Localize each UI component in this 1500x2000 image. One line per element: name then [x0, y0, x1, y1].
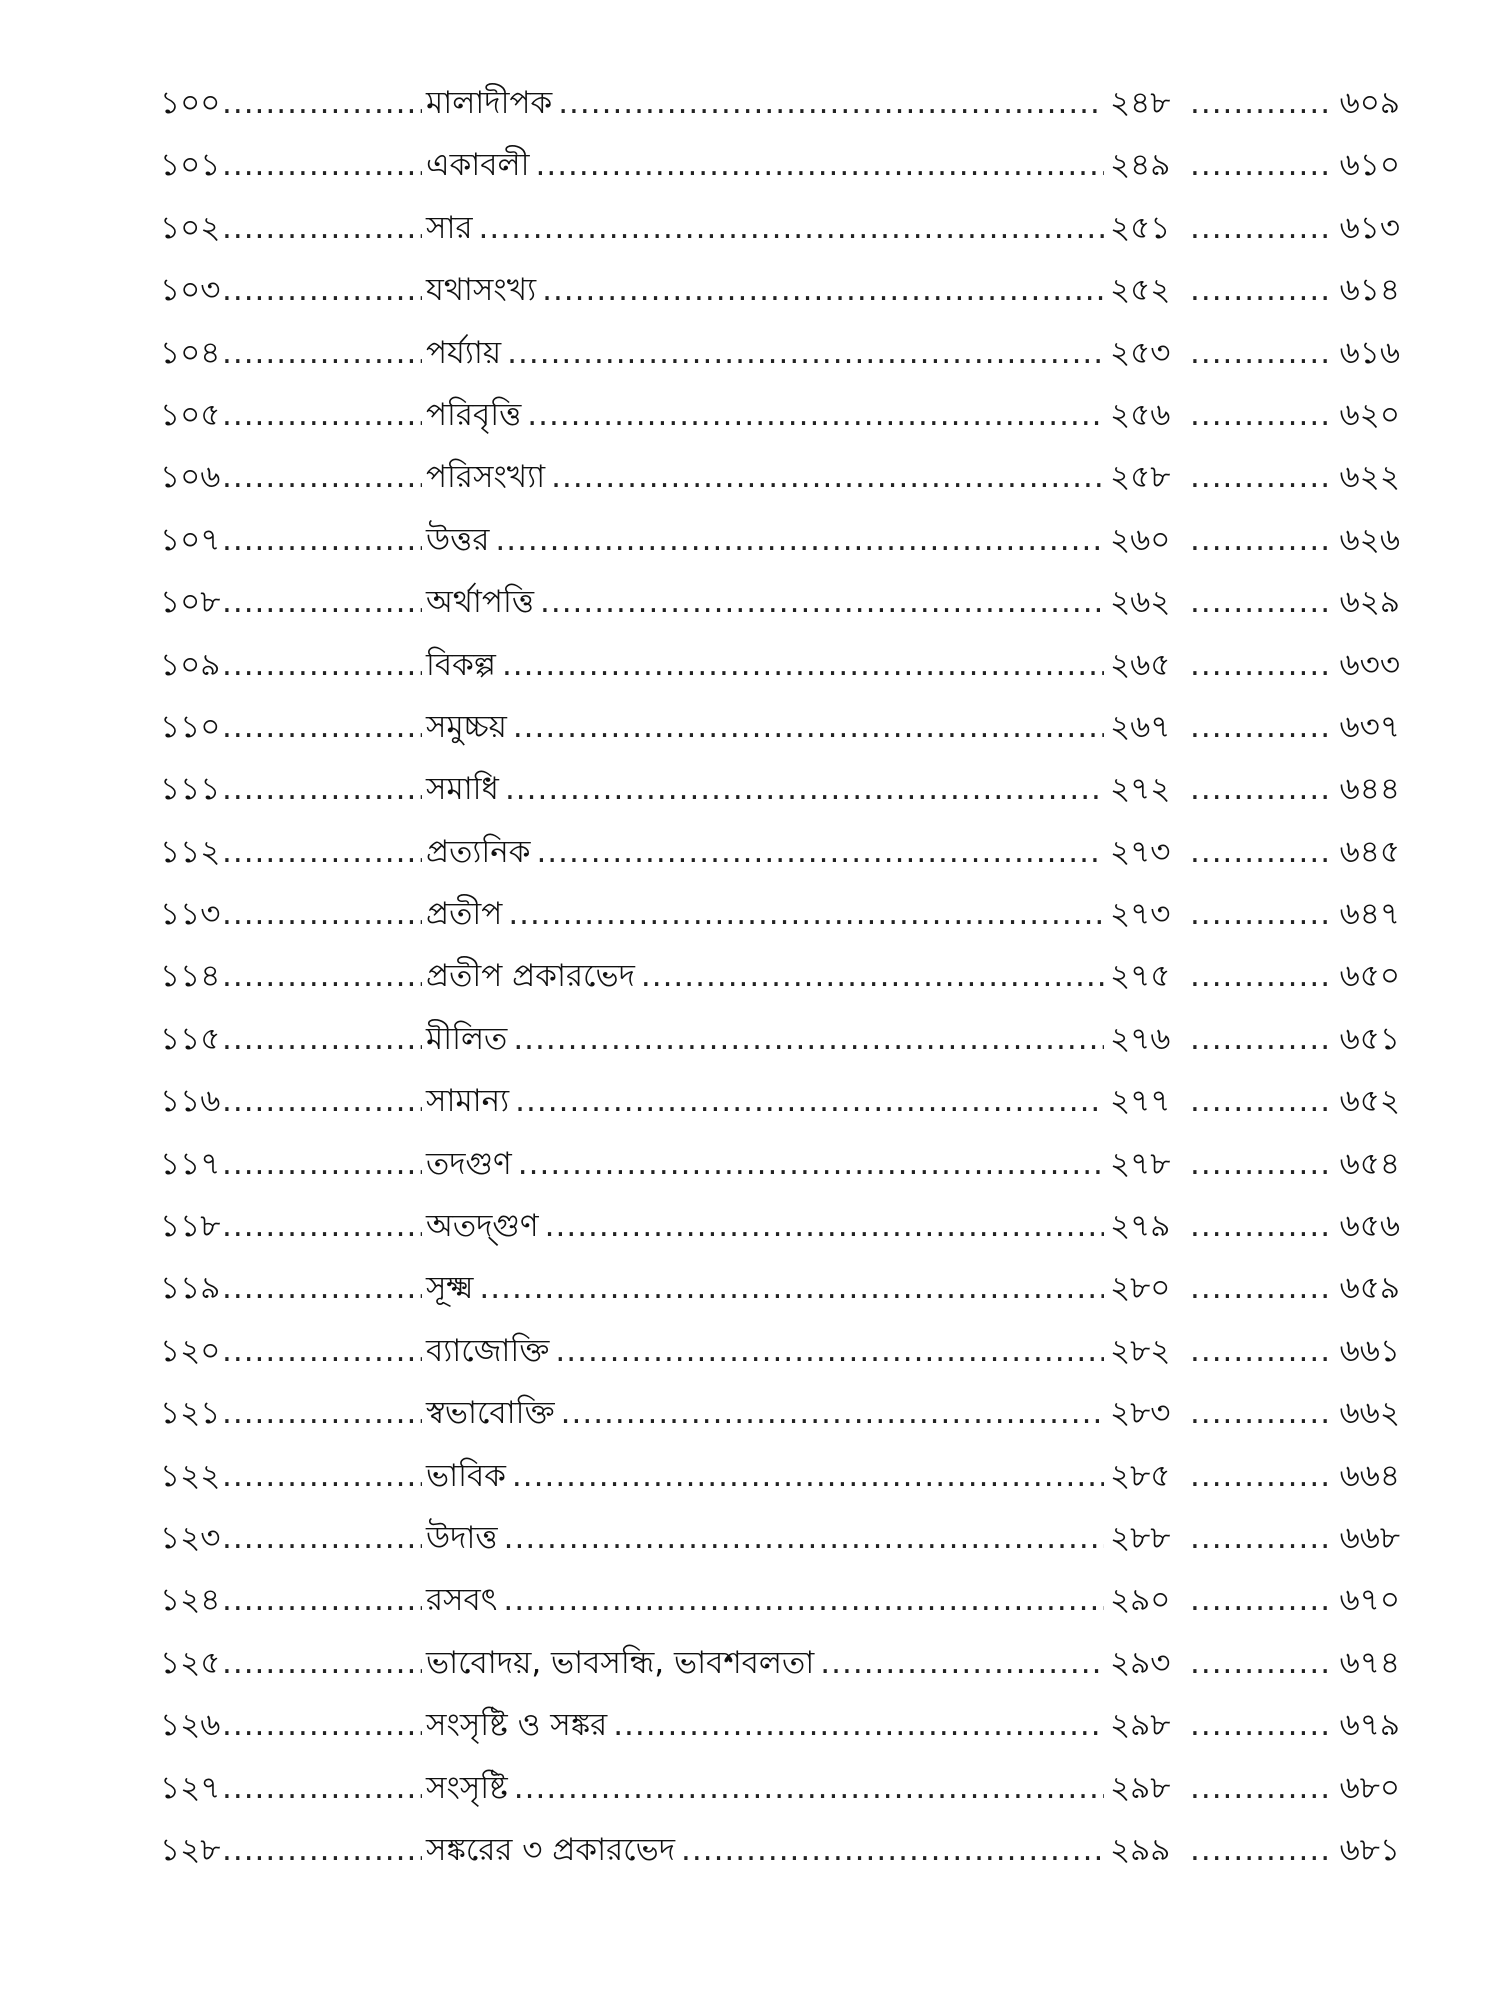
- entry-number: ১২০: [160, 1332, 221, 1369]
- dot-leader: [222, 1757, 422, 1819]
- entry-title: ভাবোদয়, ভাবসন্ধি, ভাবশবলতা: [426, 1644, 815, 1681]
- entry-page-end: ৬১৬: [1339, 334, 1400, 371]
- entry-page-end: ৬৫০: [1339, 958, 1400, 995]
- dot-leader: [222, 1445, 422, 1507]
- entry-title: সমুচ্চয়: [426, 708, 507, 745]
- dot-leader: [1190, 1507, 1330, 1569]
- entry-number: ১০৪: [160, 334, 221, 371]
- entry-page-end: ৬২৯: [1339, 584, 1400, 621]
- entry-number: ১১০: [160, 708, 221, 745]
- dot-leader: [558, 72, 1104, 134]
- dot-leader: [1190, 634, 1330, 696]
- entry-title: মীলিত: [426, 1020, 508, 1057]
- toc-entry: [160, 821, 1400, 883]
- entry-title: পরিবৃত্তি: [426, 396, 522, 433]
- toc-entry: [160, 1382, 1400, 1444]
- entry-title: পরিসংখ্যা: [426, 459, 546, 496]
- dot-leader: [1190, 1757, 1330, 1819]
- dot-leader: [222, 1195, 422, 1257]
- entry-page-end: ৬৩৭: [1339, 708, 1400, 745]
- dot-leader: [513, 1008, 1104, 1070]
- entry-title: সার: [426, 209, 473, 246]
- entry-page-start: ২৫৩: [1110, 334, 1171, 371]
- dot-leader: [222, 758, 422, 820]
- dot-leader: [222, 945, 422, 1007]
- entry-page-end: ৬২০: [1339, 396, 1400, 433]
- dot-leader: [1190, 571, 1330, 633]
- dot-leader: [518, 1133, 1104, 1195]
- entry-title: প্রতীপ প্রকারভেদ: [426, 958, 635, 995]
- dot-leader: [222, 1632, 422, 1694]
- toc-entry: [160, 322, 1400, 384]
- dot-leader: [1190, 446, 1330, 508]
- dot-leader: [222, 1320, 422, 1382]
- dot-leader: [222, 1257, 422, 1319]
- dot-leader: [641, 945, 1104, 1007]
- toc-entry: [160, 1694, 1400, 1756]
- dot-leader: [1190, 509, 1330, 571]
- dot-leader: [222, 384, 422, 446]
- entry-number: ১১৪: [160, 958, 221, 995]
- entry-page-end: ৬১০: [1339, 147, 1400, 184]
- toc-entry: [160, 1819, 1400, 1881]
- dot-leader: [495, 509, 1104, 571]
- dot-leader: [1190, 322, 1330, 384]
- dot-leader: [1190, 384, 1330, 446]
- entry-title: যথাসংখ্য: [426, 272, 537, 309]
- dot-leader: [1190, 1382, 1330, 1444]
- entry-page-start: ২৪৯: [1110, 147, 1171, 184]
- entry-number: ১০২: [160, 209, 221, 246]
- entry-page-start: ২৭৮: [1110, 1145, 1171, 1182]
- entry-page-start: ২৯৮: [1110, 1707, 1171, 1744]
- entry-page-start: ২৬২: [1110, 584, 1171, 621]
- dot-leader: [535, 134, 1104, 196]
- dot-leader: [479, 197, 1104, 259]
- toc-entry: [160, 72, 1400, 134]
- dot-leader: [681, 1819, 1104, 1881]
- dot-leader: [222, 1382, 422, 1444]
- entry-title: সামান্য: [426, 1083, 510, 1120]
- entry-number: ১১৭: [160, 1145, 221, 1182]
- dot-leader: [502, 634, 1104, 696]
- toc-entry: [160, 1445, 1400, 1507]
- entry-title: রসবৎ: [426, 1582, 498, 1619]
- entry-page-end: ৬১৪: [1339, 272, 1400, 309]
- dot-leader: [222, 821, 422, 883]
- entry-page-start: ২৭৯: [1110, 1208, 1171, 1245]
- dot-leader: [479, 1257, 1104, 1319]
- entry-page-start: ২৮৩: [1110, 1395, 1171, 1432]
- entry-number: ১০৮: [160, 584, 221, 621]
- entry-title: উদাত্ত: [426, 1519, 498, 1556]
- dot-leader: [1190, 821, 1330, 883]
- dot-leader: [1190, 1569, 1330, 1631]
- dot-leader: [1190, 1320, 1330, 1382]
- dot-leader: [1190, 134, 1330, 196]
- dot-leader: [222, 197, 422, 259]
- entry-page-start: ২৭২: [1110, 771, 1171, 808]
- dot-leader: [222, 509, 422, 571]
- entry-page-end: ৬৬৮: [1339, 1519, 1400, 1556]
- dot-leader: [503, 1569, 1104, 1631]
- entry-number: ১২৪: [160, 1582, 221, 1619]
- entry-page-start: ২৪৮: [1110, 85, 1171, 121]
- dot-leader: [222, 1569, 422, 1631]
- entry-page-start: ২৫২: [1110, 272, 1171, 309]
- dot-leader: [1190, 1257, 1330, 1319]
- entry-number: ১১২: [160, 833, 221, 870]
- entry-title: সমাধি: [426, 771, 499, 808]
- entry-number: ১২৩: [160, 1519, 221, 1556]
- toc-entry: [160, 1632, 1400, 1694]
- entry-title: একাবলী: [426, 147, 530, 184]
- dot-leader: [536, 821, 1104, 883]
- dot-leader: [1190, 197, 1330, 259]
- entry-page-start: ২৮০: [1110, 1270, 1171, 1307]
- dot-leader: [222, 696, 422, 758]
- entry-number: ১১৮: [160, 1208, 221, 1245]
- entry-page-end: ৬৬৪: [1339, 1457, 1400, 1494]
- entry-number: ১০৩: [160, 272, 221, 309]
- dot-leader: [613, 1694, 1104, 1756]
- dot-leader: [1190, 1070, 1330, 1132]
- dot-leader: [222, 883, 422, 945]
- dot-leader: [1190, 945, 1330, 1007]
- toc-entry: [160, 384, 1400, 446]
- entry-page-end: ৬৭৯: [1339, 1707, 1400, 1744]
- toc-entry: [160, 1070, 1400, 1132]
- entry-page-end: ৬৪৫: [1339, 833, 1400, 870]
- dot-leader: [1190, 1694, 1330, 1756]
- dot-leader: [1190, 1819, 1330, 1881]
- toc-entry: [160, 1569, 1400, 1631]
- table-of-contents: [160, 72, 1400, 1881]
- dot-leader: [222, 634, 422, 696]
- dot-leader: [1190, 1008, 1330, 1070]
- entry-title: সংসৃষ্টি ও সঙ্কর: [426, 1707, 608, 1744]
- entry-page-end: ৬৫৬: [1339, 1208, 1400, 1245]
- dot-leader: [514, 1757, 1104, 1819]
- entry-number: ১০০: [160, 85, 221, 121]
- dot-leader: [1190, 758, 1330, 820]
- toc-entry: [160, 945, 1400, 1007]
- entry-title: পর্য্যায়: [426, 334, 502, 371]
- entry-page-start: ২৬৭: [1110, 708, 1171, 745]
- entry-number: ১২৮: [160, 1831, 221, 1868]
- entry-page-end: ৬৫৪: [1339, 1145, 1400, 1182]
- toc-entry: [160, 1008, 1400, 1070]
- dot-leader: [222, 446, 422, 508]
- dot-leader: [222, 1507, 422, 1569]
- entry-page-end: ৬৭৪: [1339, 1644, 1400, 1681]
- dot-leader: [1190, 259, 1330, 321]
- entry-number: ১২৭: [160, 1769, 221, 1806]
- entry-number: ১১৬: [160, 1083, 221, 1120]
- entry-number: ১১৯: [160, 1270, 221, 1307]
- dot-leader: [1190, 1195, 1330, 1257]
- entry-title: প্রত্যনিক: [426, 833, 531, 870]
- toc-entry: [160, 696, 1400, 758]
- entry-title: অর্থাপত্তি: [426, 584, 534, 621]
- entry-page-end: ৬৫১: [1339, 1020, 1400, 1057]
- entry-title: ব্যাজোক্তি: [426, 1332, 550, 1369]
- entry-title: উত্তর: [426, 521, 490, 558]
- entry-page-start: ২৭৩: [1110, 896, 1171, 933]
- entry-number: ১০১: [160, 147, 221, 184]
- entry-page-end: ৬১৩: [1339, 209, 1400, 246]
- entry-title: তদগুণ: [426, 1145, 512, 1182]
- entry-page-end: ৬৬২: [1339, 1395, 1400, 1432]
- entry-page-start: ২৭৫: [1110, 958, 1171, 995]
- dot-leader: [222, 322, 422, 384]
- entry-title: ভাবিক: [426, 1457, 506, 1494]
- entry-page-end: ৬৪৪: [1339, 771, 1400, 808]
- entry-page-start: ২৯৮: [1110, 1769, 1171, 1806]
- entry-number: ১০৬: [160, 459, 221, 496]
- toc-entry: [160, 1507, 1400, 1569]
- dot-leader: [1190, 883, 1330, 945]
- dot-leader: [505, 758, 1104, 820]
- entry-title: অতদ্‌গুণ: [426, 1208, 539, 1245]
- toc-entry: [160, 634, 1400, 696]
- dot-leader: [222, 72, 422, 134]
- entry-page-end: ৬২২: [1339, 459, 1400, 496]
- entry-page-end: ৬৫৯: [1339, 1270, 1400, 1307]
- toc-entry: [160, 758, 1400, 820]
- dot-leader: [542, 259, 1104, 321]
- dot-leader: [222, 1070, 422, 1132]
- toc-entry: [160, 197, 1400, 259]
- dot-leader: [1190, 72, 1330, 134]
- entry-number: ১২২: [160, 1457, 221, 1494]
- dot-leader: [555, 1320, 1104, 1382]
- dot-leader: [515, 1070, 1104, 1132]
- entry-title: সঙ্করের ৩ প্রকারভেদ: [426, 1831, 676, 1868]
- entry-page-start: ২৬০: [1110, 521, 1171, 558]
- entry-title: প্রতীপ: [426, 896, 503, 933]
- entry-number: ১০৯: [160, 646, 221, 683]
- entry-page-start: ২৫৬: [1110, 396, 1171, 433]
- entry-title: স্বভাবোক্তি: [426, 1395, 555, 1432]
- dot-leader: [820, 1632, 1104, 1694]
- dot-leader: [222, 1819, 422, 1881]
- toc-entry: [160, 446, 1400, 508]
- entry-number: ১১১: [160, 771, 221, 808]
- entry-title: সংসৃষ্টি: [426, 1769, 508, 1806]
- entry-page-start: ২৭৭: [1110, 1083, 1171, 1120]
- toc-entry: [160, 883, 1400, 945]
- dot-leader: [561, 1382, 1104, 1444]
- dot-leader: [508, 883, 1104, 945]
- entry-number: ১২৫: [160, 1644, 221, 1681]
- toc-entry: [160, 1320, 1400, 1382]
- dot-leader: [512, 1445, 1104, 1507]
- toc-entry: [160, 259, 1400, 321]
- dot-leader: [1190, 1133, 1330, 1195]
- entry-page-start: ২৭৬: [1110, 1020, 1171, 1057]
- entry-page-start: ২৮২: [1110, 1332, 1171, 1369]
- entry-title: মালাদীপক: [426, 85, 553, 121]
- entry-page-end: ৬৭০: [1339, 1582, 1400, 1619]
- entry-page-start: ২৮৫: [1110, 1457, 1171, 1494]
- dot-leader: [540, 571, 1104, 633]
- entry-number: ১১৫: [160, 1020, 221, 1057]
- dot-leader: [545, 1195, 1104, 1257]
- entry-page-end: ৬৮১: [1339, 1831, 1400, 1868]
- entry-title: সূক্ষ্ম: [426, 1270, 474, 1307]
- dot-leader: [513, 696, 1104, 758]
- entry-page-start: ২৮৮: [1110, 1519, 1171, 1556]
- entry-page-start: ২৭৩: [1110, 833, 1171, 870]
- toc-entry: [160, 1195, 1400, 1257]
- dot-leader: [222, 134, 422, 196]
- dot-leader: [222, 259, 422, 321]
- dot-leader: [222, 1133, 422, 1195]
- entry-page-end: ৬৪৭: [1339, 896, 1400, 933]
- dot-leader: [504, 1507, 1104, 1569]
- dot-leader: [222, 571, 422, 633]
- dot-leader: [551, 446, 1104, 508]
- dot-leader: [222, 1008, 422, 1070]
- dot-leader: [507, 322, 1104, 384]
- dot-leader: [222, 1694, 422, 1756]
- entry-number: ১০৭: [160, 521, 221, 558]
- dot-leader: [1190, 1632, 1330, 1694]
- entry-page-end: ৬৩৩: [1339, 646, 1400, 683]
- dot-leader: [1190, 696, 1330, 758]
- toc-entry: [160, 134, 1400, 196]
- toc-entry: [160, 1757, 1400, 1819]
- entry-page-start: ২৯৯: [1110, 1831, 1171, 1868]
- entry-number: ১১৩: [160, 896, 221, 933]
- entry-page-start: ২৯০: [1110, 1582, 1171, 1619]
- entry-page-end: ৬৬১: [1339, 1332, 1400, 1369]
- entry-page-start: ২৫৮: [1110, 459, 1171, 496]
- toc-entry: [160, 1133, 1400, 1195]
- entry-page-end: ৬৫২: [1339, 1083, 1400, 1120]
- toc-entry: [160, 509, 1400, 571]
- toc-entry: [160, 571, 1400, 633]
- entry-page-start: ২৬৫: [1110, 646, 1171, 683]
- entry-page-end: ৬৮০: [1339, 1769, 1400, 1806]
- entry-number: ১২৬: [160, 1707, 221, 1744]
- entry-title: বিকল্প: [426, 646, 496, 683]
- entry-page-end: ৬০৯: [1339, 85, 1400, 121]
- dot-leader: [1190, 1445, 1330, 1507]
- entry-number: ১০৫: [160, 396, 221, 433]
- entry-page-end: ৬২৬: [1339, 521, 1400, 558]
- entry-number: ১২১: [160, 1395, 221, 1432]
- entry-page-start: ২৯৩: [1110, 1644, 1171, 1681]
- dot-leader: [527, 384, 1104, 446]
- entry-page-start: ২৫১: [1110, 209, 1171, 246]
- toc-entry: [160, 1257, 1400, 1319]
